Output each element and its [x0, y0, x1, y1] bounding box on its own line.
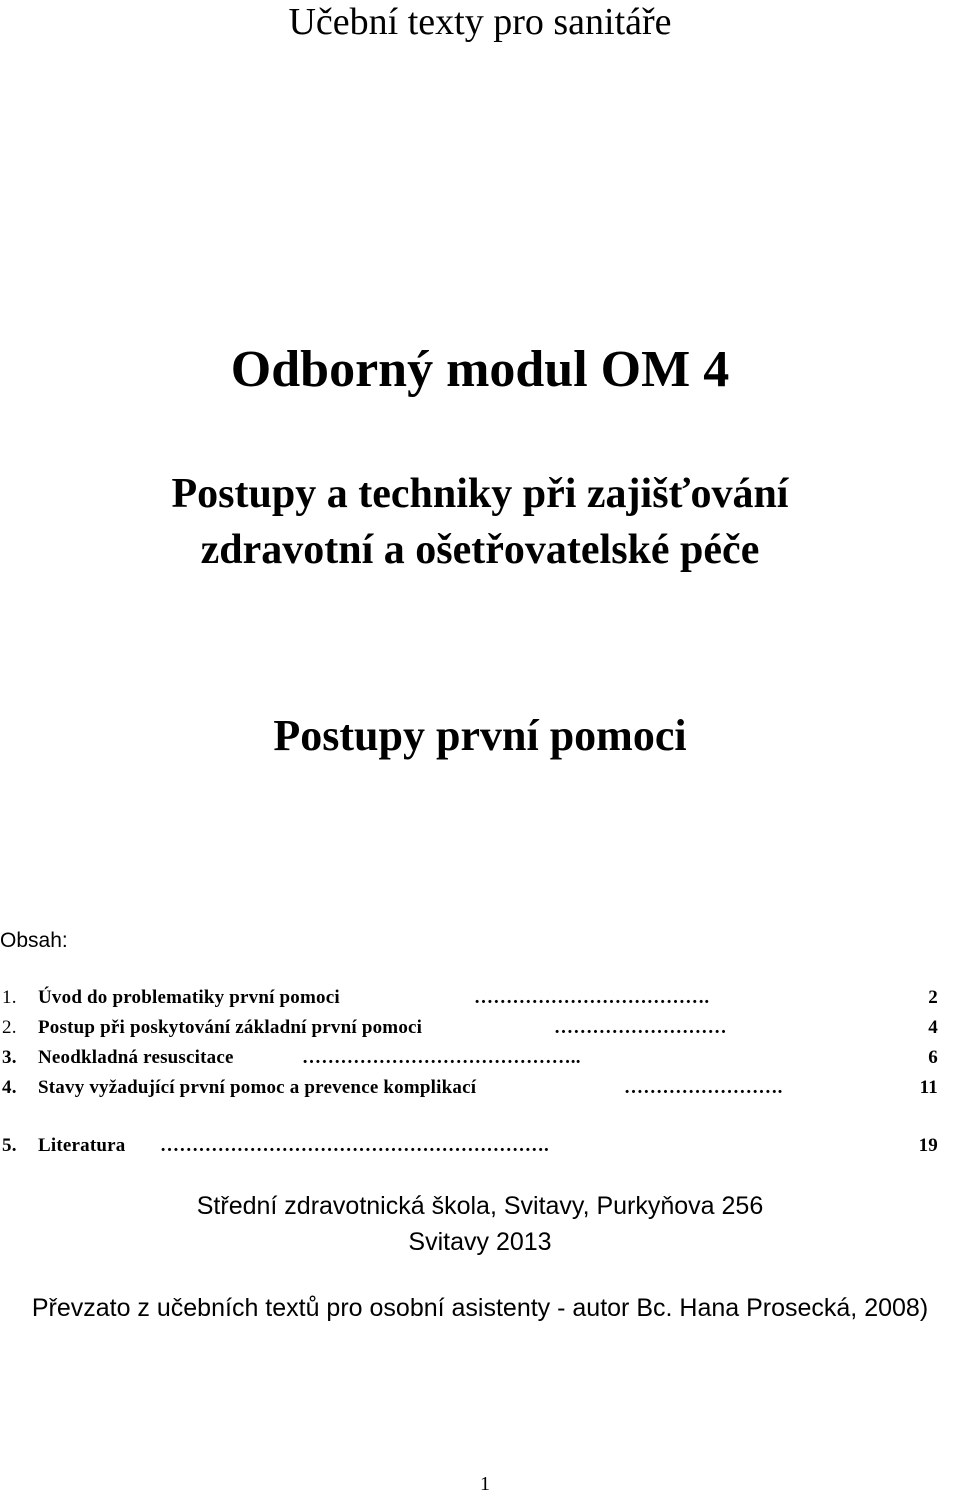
- toc-item-leader: ……………………………….: [474, 987, 710, 1008]
- toc-item-title: Stavy vyžadující první pomoc a prevence komplikací: [38, 1077, 477, 1098]
- toc-item-page: 11: [919, 1077, 938, 1098]
- toc-item-number: 4.: [2, 1077, 17, 1098]
- toc-item-title: Úvod do problematiky první pomoci: [38, 987, 340, 1008]
- toc-item: [2, 1076, 938, 1100]
- toc-item-number: 3.: [2, 1047, 17, 1068]
- toc-item-number: 5.: [2, 1135, 17, 1156]
- adopted-from-note: Převzato z učebních textů pro osobní asistenty - autor Bc. Hana Prosecká, 2008): [31, 1294, 929, 1322]
- module-title: Odborný modul OM 4: [230, 341, 730, 398]
- toc-item-page: 2: [928, 987, 938, 1008]
- school-name: Střední zdravotnická škola, Svitavy, Purkyňova 256: [196, 1192, 764, 1220]
- document-header-title: Učební texty pro sanitáře: [288, 1, 672, 43]
- toc-item-title: Postup při poskytování základní první pomoci: [38, 1017, 423, 1038]
- toc-heading: Obsah:: [0, 929, 68, 952]
- subtitle-line-1: Postupy a techniky při zajišťování: [171, 471, 789, 517]
- subtitle-line-2: zdravotní a ošetřovatelské péče: [200, 527, 760, 573]
- toc-item-leader: …………………….: [624, 1077, 783, 1098]
- toc-item: [2, 1134, 938, 1158]
- topic-title: Postupy první pomoci: [273, 711, 687, 760]
- page-number: 1: [480, 1473, 490, 1495]
- toc-item-page: 19: [918, 1135, 938, 1156]
- toc-item: [2, 986, 938, 1010]
- toc-item-leader: ………………………: [554, 1017, 727, 1038]
- toc-item: [2, 1016, 938, 1040]
- toc-item-page: 6: [928, 1047, 938, 1068]
- toc-item-title: Neodkladná resuscitace: [38, 1047, 234, 1068]
- toc-item: [2, 1046, 938, 1070]
- toc-item-leader: …………………………………………………….: [160, 1135, 549, 1156]
- toc-item-number: 1.: [2, 987, 17, 1008]
- toc-item-title: Literatura: [38, 1135, 126, 1156]
- toc-item-number: 2.: [2, 1017, 17, 1038]
- toc-item-leader: ……………………………………..: [302, 1047, 581, 1068]
- place-year: Svitavy 2013: [408, 1228, 552, 1256]
- toc-item-page: 4: [928, 1017, 938, 1038]
